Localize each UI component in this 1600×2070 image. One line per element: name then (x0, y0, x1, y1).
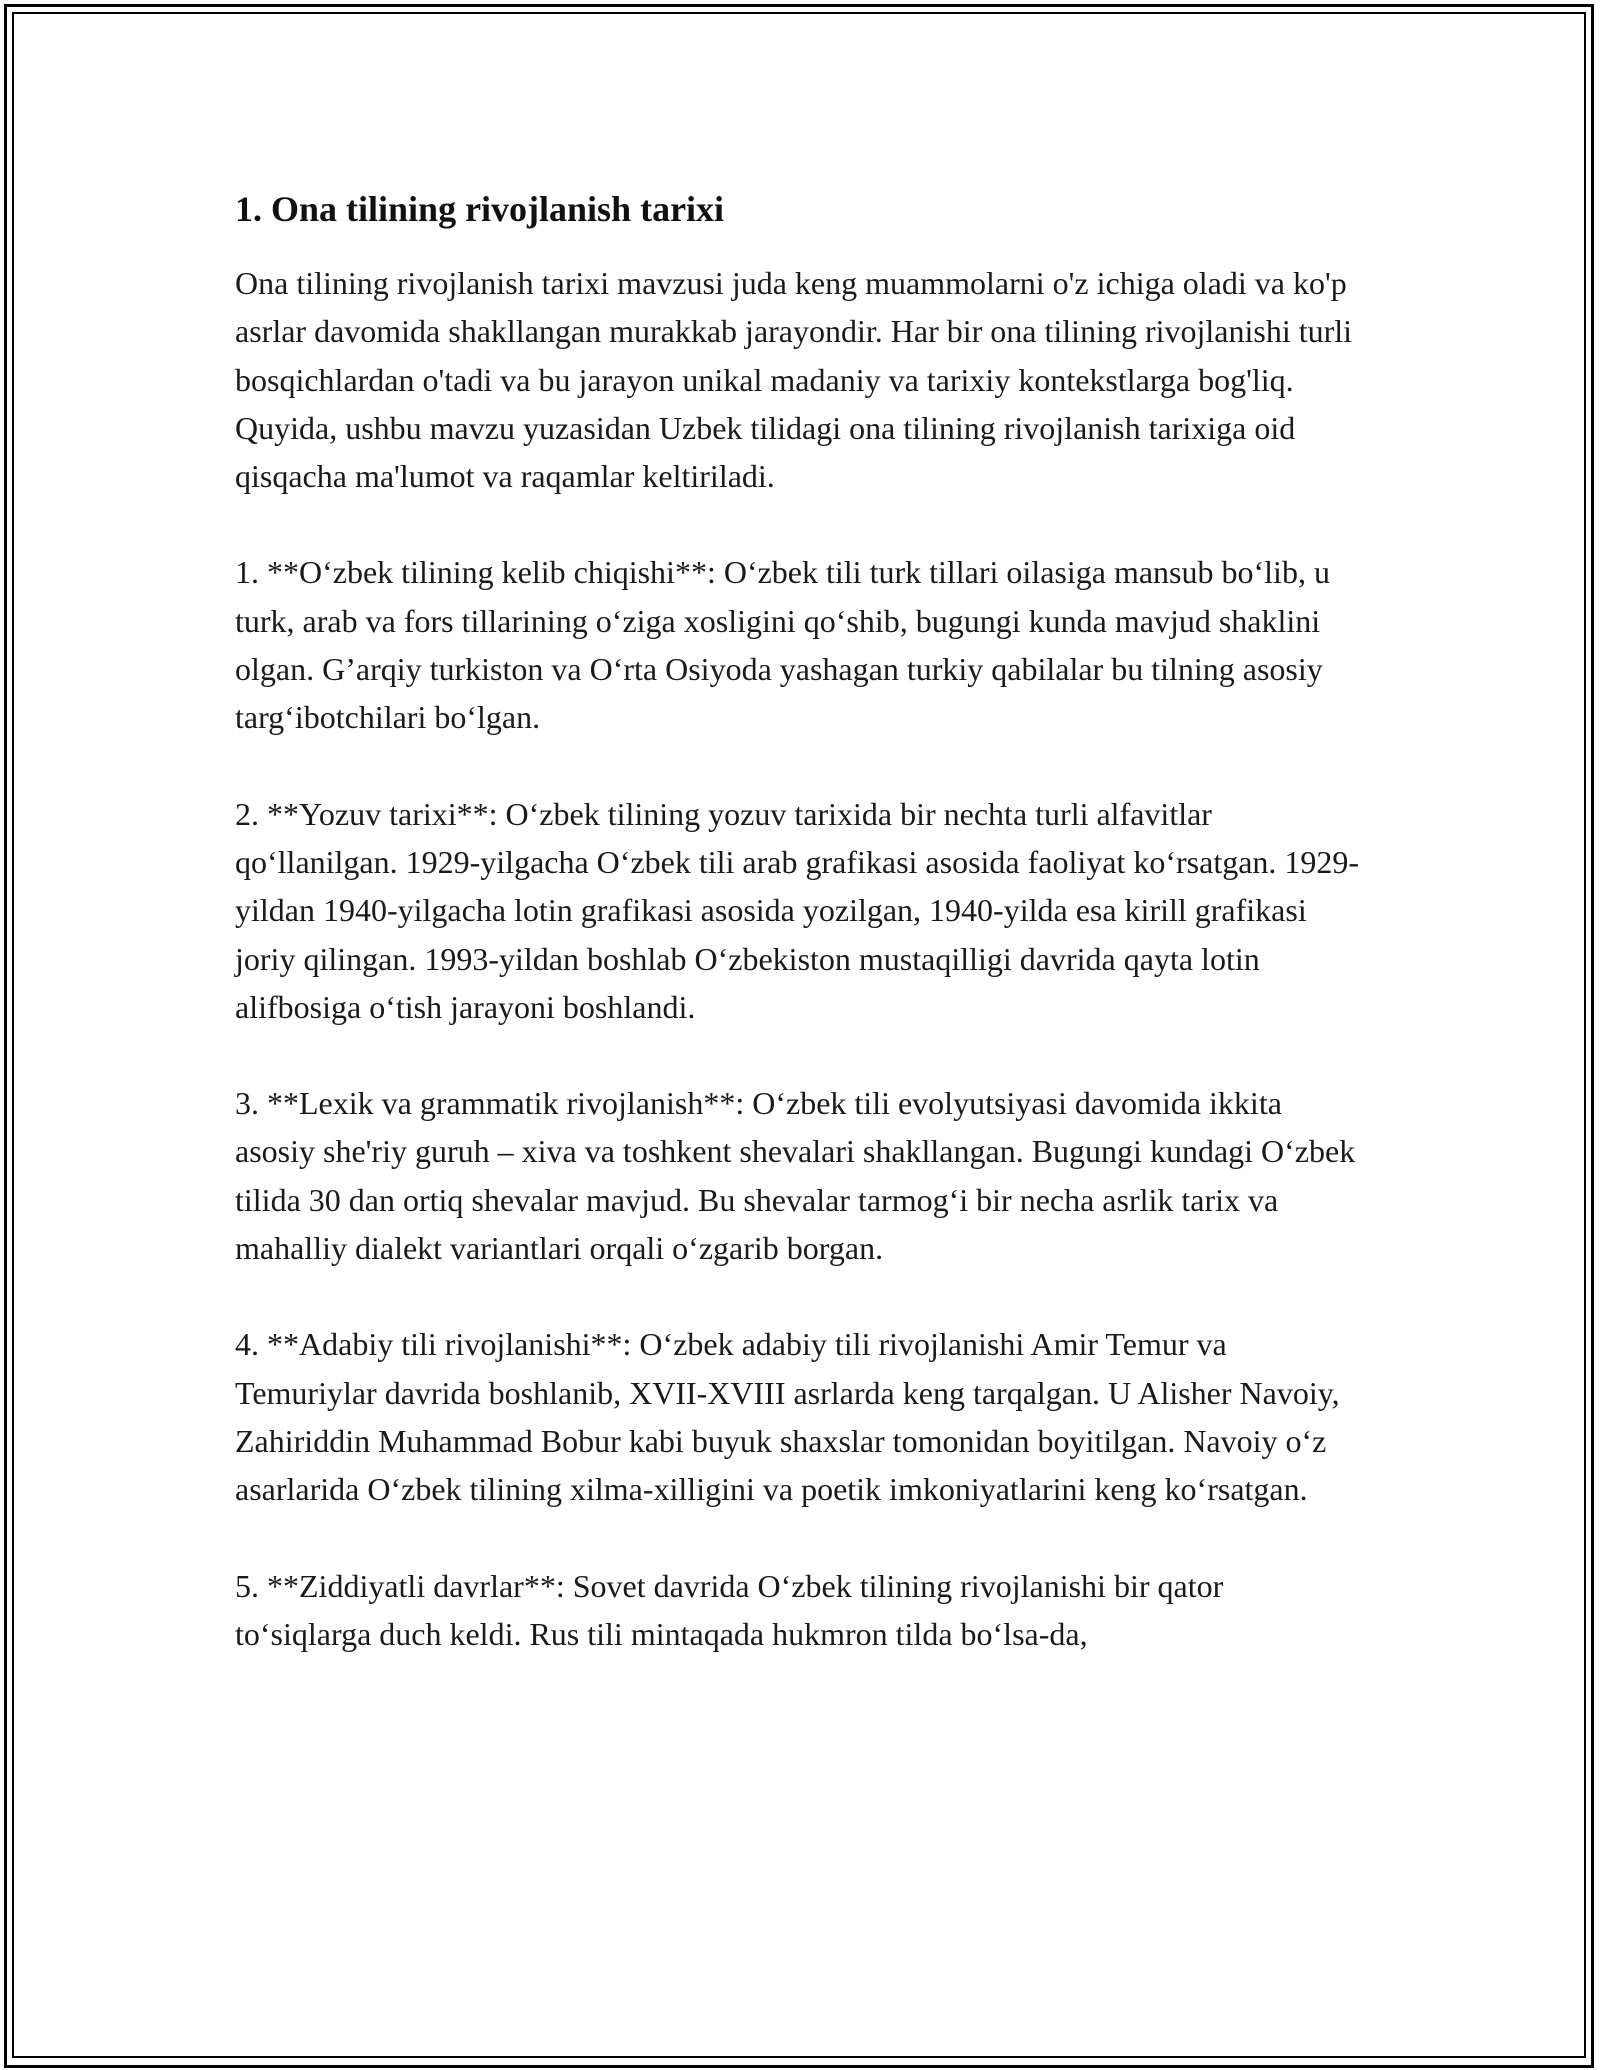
point-lexical-grammatical-paragraph: 3. **Lexik va grammatik rivojlanish**: O‘zbek tili evolyutsiyasi davomida ikkita asosiy she'riy guruh – xiva va toshkent shevalari shakllangan. Bugungi kundagi O‘zbek tilida 30 dan ortiq shevalar mavjud. Bu shevalar tarmog‘i bir necha asrlik tarix va mahalliy dialekt variantlari orqali o‘zgarib borgan. (235, 1085, 1356, 1267)
point-conflict-periods-paragraph: 5. **Ziddiyatli davrlar**: Sovet davrida O‘zbek tilining rivojlanishi bir qator to‘siqlarga duch keldi. Rus tili mintaqada hukmron tilda bo‘lsa-da, (235, 1567, 1224, 1652)
point-origin-paragraph: 1. **O‘zbek tilining kelib chiqishi**: O‘zbek tili turk tillari oilasiga mansub bo‘lib, u turk, arab va fors tillarining o‘ziga xosligini qo‘shib, bugungi kunda mavjud shaklini olgan. G’arqiy turkiston va O‘rta Osiyoda yashagan turkiy qabilalar bu tilning asosiy targ‘ibotchilari bo‘lgan. (235, 554, 1330, 736)
point-writing-history-paragraph: 2. **Yozuv tarixi**: O‘zbek tilining yozuv tarixida bir nechta turli alfavitlar qo‘llanilgan. 1929-yilgacha O‘zbek tili arab grafikasi asosida faoliyat ko‘rsatgan. 1929-yildan 1940-yilgacha lotin grafikasi asosida yozilgan, 1940-yilda esa kirill grafikasi joriy qilingan. 1993-yildan boshlab O‘zbekiston mustaqilligi davrida qayta lotin alifbosiga o‘tish jarayoni boshlandi. (235, 795, 1360, 1025)
point-literary-language-paragraph: 4. **Adabiy tili rivojlanishi**: O‘zbek adabiy tili rivojlanishi Amir Temur va Temuriylar davrida boshlanib, XVII-XVIII asrlarda keng tarqalgan. U Alisher Navoiy, Zahiriddin Muhammad Bobur kabi buyuk shaxslar tomonidan boyitilgan. Navoiy o‘z asarlarida O‘zbek tilining xilma-xilligini va poetik imkoniyatlarini keng ko‘rsatgan. (235, 1326, 1340, 1508)
document-body (235, 185, 1365, 1658)
section-heading: 1. Ona tilining rivojlanish tarixi (235, 189, 725, 229)
intro-paragraph: Ona tilining rivojlanish tarixi mavzusi juda keng muammolarni o'z ichiga oladi va ko'p asrlar davomida shakllangan murakkab jarayondir. Har bir ona tilining rivojlanishi turli bosqichlardan o'tadi va bu jarayon unikal madaniy va tarixiy kontekstlarga bog'liq. Quyida, ushbu mavzu yuzasidan Uzbek tilidagi ona tilining rivojlanish tarixiga oid qisqacha ma'lumot va raqamlar keltiriladi. (235, 265, 1353, 495)
